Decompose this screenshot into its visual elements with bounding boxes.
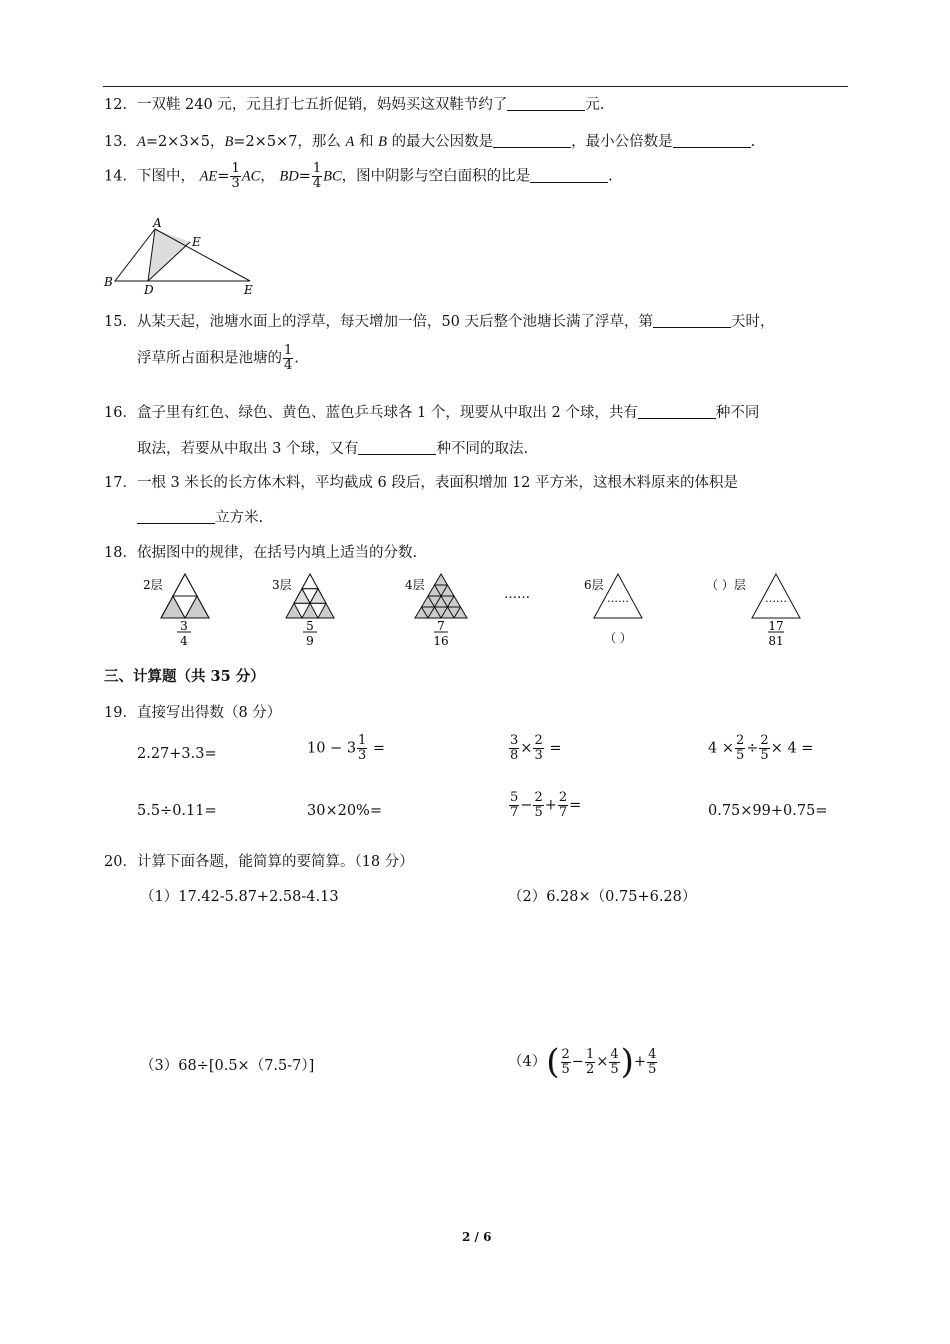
question-15-line1: 15．从某天起，池塘水面上的浮草，每天增加一倍，50 天后整个池塘长满了浮草，第 天时， (104, 314, 775, 330)
answer-blank[interactable] (638, 404, 716, 419)
label-d: D (144, 283, 154, 297)
label-a: A (153, 216, 162, 230)
fraction: $\frac{1}{3}$ (231, 161, 240, 191)
calc-20-1: （1）17.42-5.87+2.58-4.13 (140, 889, 339, 905)
svg-text:5: 5 (306, 619, 314, 633)
calc-r2c3: $\frac{5}{7}$ − $\frac{2}{5}$ + $\frac{2}{7}$ = (510, 790, 582, 820)
question-13: 13．A=2×3×5，B=2×5×7，那么 A 和 B 的最大公因数是 ，最小公倍数是 . (104, 134, 756, 150)
calc-r1c2: 10 − 3 $\frac{1}{3}$ = (307, 733, 386, 763)
svg-text:81: 81 (768, 634, 784, 648)
triangle-3-layers (272, 574, 334, 648)
answer-blank[interactable] (673, 133, 751, 148)
answer-blank[interactable] (358, 440, 436, 455)
answer-blank[interactable] (507, 96, 585, 111)
fraction: $\frac{1}{4}$ (284, 343, 293, 373)
label-e-mid: E (192, 235, 201, 249)
svg-text:6层: 6层 (584, 578, 604, 592)
ellipsis: …… (504, 587, 530, 602)
calc-r2c4: 0.75×99+0.75= (708, 803, 828, 819)
question-15-line2: 浮草所占面积是池塘的 $\frac{1}{4}$ . (137, 343, 299, 373)
triangle-figure (100, 214, 260, 298)
question-12: 12．一双鞋 240 元，元且打七五折促销，妈妈买这双鞋节约了 元. (104, 97, 605, 113)
calc-r1c1: 2.27+3.3= (137, 746, 217, 762)
svg-text:4: 4 (180, 634, 188, 648)
question-14: 14．下图中， AE= $\frac{1}{3}$ AC， BD= $\frac{1}{4}$ BC，图中阴影与空白面积的比是 . (104, 161, 613, 191)
svg-text:（ ）层: （ ）层 (706, 578, 746, 592)
question-16-line2: 取法，若要从中取出 3 个球，又有 种不同的取法. (137, 441, 529, 457)
header-rule (103, 86, 848, 87)
svg-text:（ ）: （ ） (604, 631, 632, 645)
section-title: 三、计算题（共 35 分） (104, 668, 265, 685)
svg-text:7: 7 (437, 619, 445, 633)
triangle-unknown-layers (706, 574, 800, 648)
fraction: $\frac{1}{4}$ (312, 161, 322, 191)
svg-text:3: 3 (180, 619, 188, 633)
triangle-6-layers (584, 574, 642, 645)
calc-r1c4: 4 × $\frac{2}{5}$ ÷ $\frac{2}{5}$ × 4 = (708, 733, 814, 763)
question-18: 18．依据图中的规律，在括号内填上适当的分数. (104, 545, 418, 561)
question-16-line1: 16．盒子里有红色、绿色、黄色、蓝色乒乓球各 1 个，现要从中取出 2 个球，共有 种不同 (104, 405, 760, 421)
answer-blank[interactable] (493, 133, 571, 148)
answer-blank[interactable] (137, 509, 215, 524)
label-e: E (244, 283, 253, 297)
triangle-pattern (130, 570, 830, 654)
svg-text:……: …… (607, 592, 629, 605)
svg-text:9: 9 (306, 634, 314, 648)
answer-blank[interactable] (530, 168, 608, 183)
svg-text:17: 17 (768, 619, 784, 633)
question-17-line2: 立方米. (137, 506, 263, 527)
calc-20-4: （4）( $\frac{2}{5}$ − $\frac{1}{2}$ × $\frac{4}{5}$ )+ $\frac{4}{5}$ (508, 1042, 657, 1082)
question-19-title: 19．直接写出得数（8 分） (104, 705, 282, 721)
calc-20-3: （3）68÷[0.5×（7.5-7）] (140, 1058, 315, 1074)
calc-r2c1: 5.5÷0.11= (137, 803, 217, 819)
label-b: B (104, 275, 113, 289)
svg-text:3层: 3层 (272, 578, 292, 592)
question-17-line1: 17．一根 3 米长的长方体木料，平均截成 6 段后，表面积增加 12 平方米，这根木料原来的体积是 (104, 475, 739, 491)
page-number: 2 / 6 (462, 1230, 492, 1244)
calc-r2c2: 30×20%= (307, 803, 382, 819)
svg-text:4层: 4层 (405, 578, 425, 592)
calc-20-2: （2）6.28×（0.75+6.28） (508, 889, 697, 905)
triangle-4-layers (405, 574, 467, 648)
svg-text:……: …… (765, 592, 787, 605)
triangle-2-layers (143, 574, 209, 648)
svg-text:2层: 2层 (143, 578, 163, 592)
svg-text:16: 16 (433, 634, 449, 648)
question-20-title: 20．计算下面各题，能简算的要简算。（18 分） (104, 854, 414, 870)
answer-blank[interactable] (653, 313, 731, 328)
calc-r1c3: $\frac{3}{8}$ × $\frac{2}{3}$ = (510, 733, 562, 763)
